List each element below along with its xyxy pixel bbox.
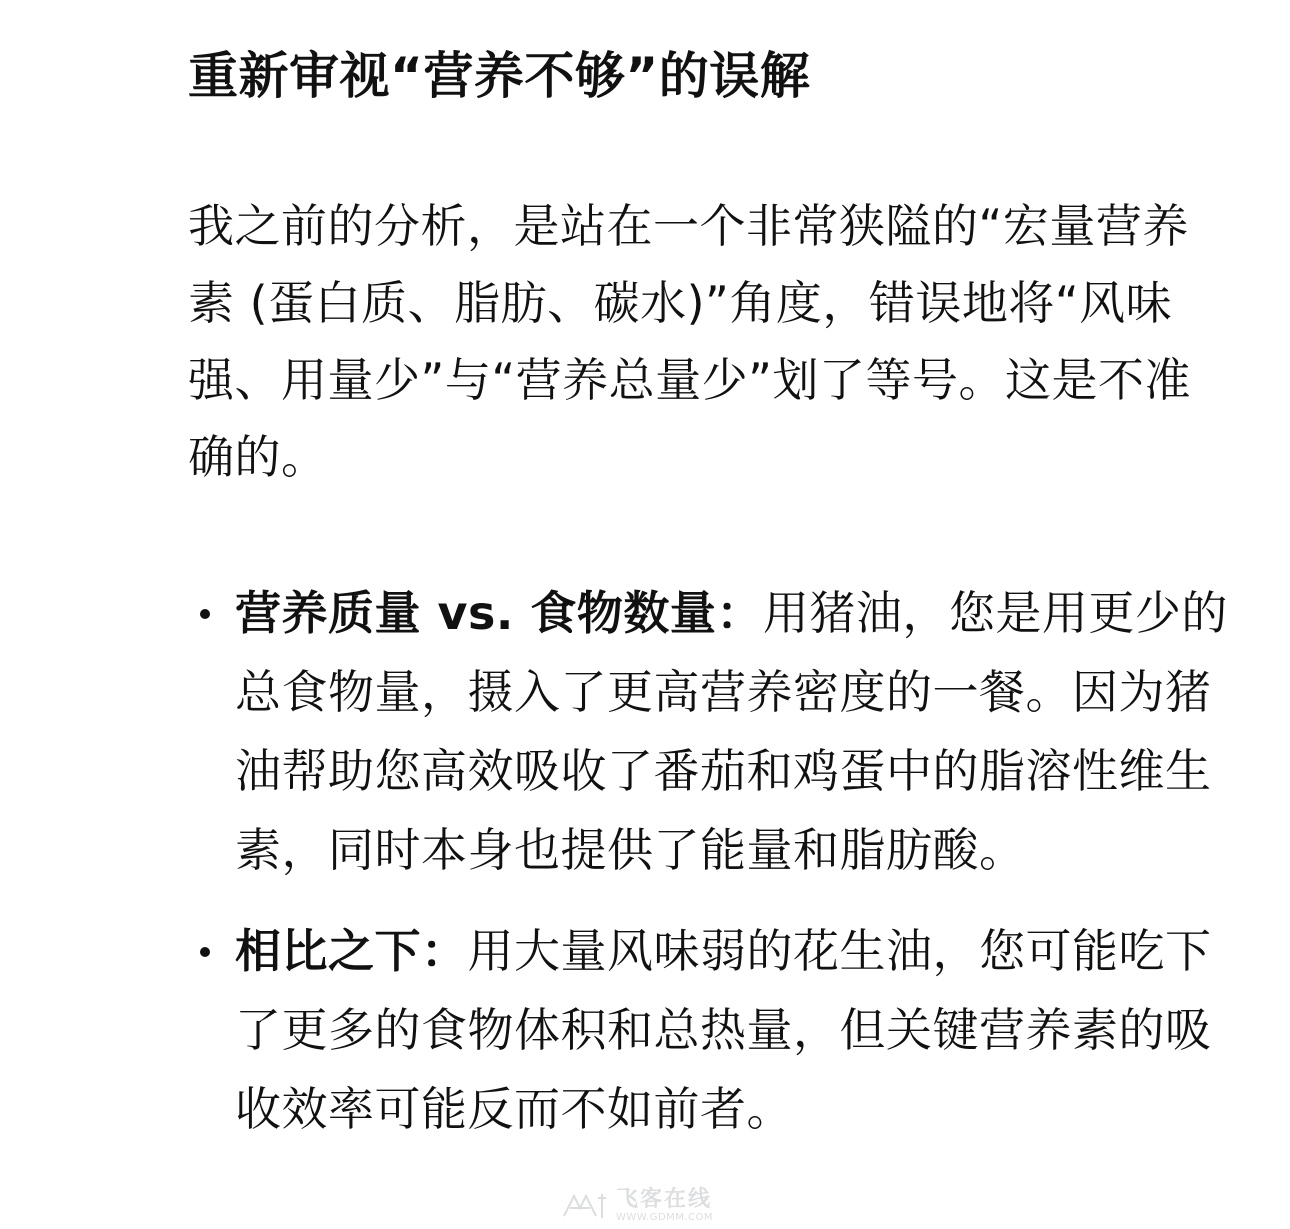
bullet-title: 相比之下： bbox=[235, 924, 468, 978]
bullet-text: 用猪油，您是用更少的总食物量，摄入了更高营养密度的一餐。因为猪油帮助您高效吸收了番茄和鸡蛋中的脂溶性维生素，同时本身也提供了能量和脂肪酸。 bbox=[235, 586, 1228, 877]
bullet-list bbox=[188, 574, 1248, 1149]
bullet-item-comparison bbox=[188, 912, 1235, 1149]
bullet-dot-icon bbox=[200, 609, 210, 619]
intro-paragraph: 我之前的分析，是站在一个非常狭隘的“宏量营养素 (蛋白质、脂肪、碳水)”角度，错误地将“风味强、用量少”与“营养总量少”划了等号。这是不准确的。 bbox=[188, 199, 1191, 484]
watermark-main-text: 飞客在线 bbox=[616, 1187, 713, 1212]
bullet-title: 营养质量 vs. 食物数量： bbox=[235, 586, 763, 640]
watermark-url-text: WWW.GDMM.COM bbox=[616, 1212, 714, 1223]
watermark-text bbox=[616, 1189, 713, 1223]
watermark bbox=[560, 1188, 750, 1224]
bullet-text: 用大量风味弱的花生油，您可能吃下了更多的食物体积和总热量，但关键营养素的吸收效率可能反而不如前者。 bbox=[235, 924, 1212, 1136]
bullet-item-nutrition-quality bbox=[188, 574, 1235, 890]
bullet-dot-icon bbox=[200, 947, 210, 957]
section-heading: 重新审视“营养不够”的误解 bbox=[188, 47, 811, 105]
document-content bbox=[188, 38, 1248, 1149]
watermark-logo-icon bbox=[560, 1190, 608, 1222]
